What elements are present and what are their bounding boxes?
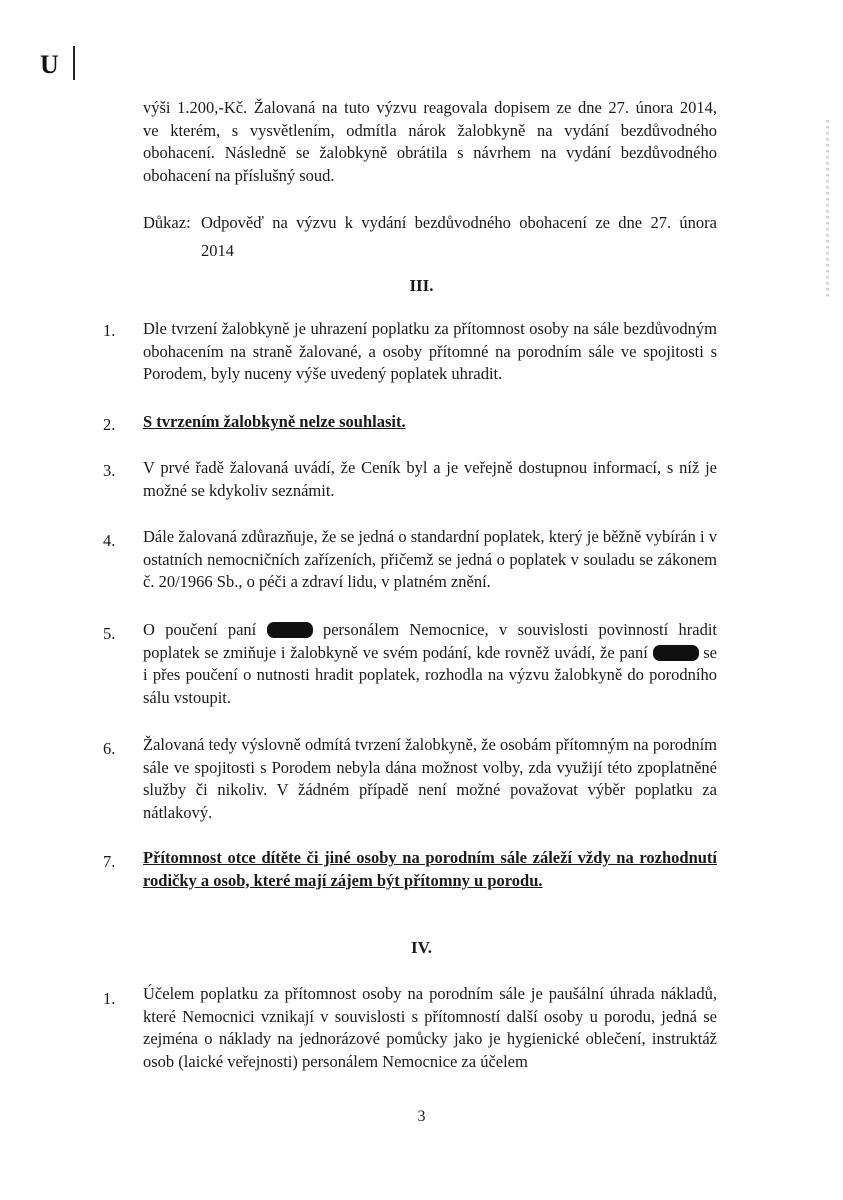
evidence-line: Odpověď na výzvu k vydání bezdůvodného obohacení ze dne 27. února [201,213,717,232]
evidence-label: Důkaz: [143,213,191,232]
emphasis-text: S tvrzením žalobkyně nelze souhlasit. [143,412,406,431]
item-text: Dále žalovaná zdůrazňuje, že se jedná o standardní poplatek, který je běžně vybírán i v ostatních nemocničních zařízeních, přičemž se jedná o poplatek v souladu se zákonem č. 20/1966 Sb., o péči a zdraví lidu, v platném znění. [143,527,717,591]
item-text: Žalovaná tedy výslovně odmítá tvrzení žalobkyně, že osobám přítomným na porodním sále ve spojitosti s Porodem nebyla dána možnost volby, zda využijí této zpoplatněné služby či nikoliv. V žádném případě není možné považovat výběr poplatku za nátlakový. [143,735,717,822]
item-number: 4. [103,531,116,550]
item-text [143,619,717,709]
redaction-mark [267,622,313,638]
intro-line: ve kterém, s vysvětlením, odmítla nárok žalobkyně na vydání bezdůvodného [143,120,717,140]
item-text: Účelem poplatku za přítomnost osoby na porodním sále je paušální úhrada nákladů, které Nemocnici vznikají v souvislosti s přítomností další osoby u porodu, jedná se zejména o náklady na jednorázové pomůcky jako je hygienické oblečení, instruktáž osob (laické veřejnosti) personálem Nemocnice za účelem [143,984,717,1071]
section-title: III. [409,276,434,295]
item-number: 6. [103,739,116,758]
item-number: 7. [103,852,116,871]
intro-line: výši 1.200,-Kč. Žalovaná na tuto výzvu reagovala dopisem ze dne 27. února 2014, [143,98,717,117]
intro-paragraph [143,97,717,187]
item-number: 1. [103,989,116,1008]
redaction-mark [653,645,699,661]
item-text-part: se i přes poučení o nutnosti hradit poplatek, rozhodla na výzvu žalobkyně do porodního sálu vstoupit. [143,642,718,707]
item-text-part: personálem Nemocnice, v souvislosti povinností hradit poplatek se zmiňuje i žalobkyně ve svém podání, kde rovněž uvádí, že paní [143,620,718,662]
emphasis-text: Přítomnost otce dítěte či jiné osoby na porodním sále záleží vždy na rozhodnutí rodičky a osob, které mají zájem být přítomny u porodu. [143,848,717,890]
item-text-part: O poučení paní [143,620,257,639]
page-number: 3 [417,1108,426,1125]
corner-mark: U [40,50,60,79]
item-number: 3. [103,461,116,480]
section-title: IV. [411,938,432,957]
evidence-line: 2014 [201,241,234,260]
item-text: Dle tvrzení žalobkyně je uhrazení poplatku za přítomnost osoby na sále bezdůvodným obohacením na straně žalované, a osoby přítomné na porodním sále ve spojitosti s Porodem, byly nuceny výše uvedený poplatek uhradit. [143,319,717,383]
intro-line: obohacení. Následně se žalobkyně obrátila s návrhem na vydání bezdůvodného [143,143,717,162]
item-number: 5. [103,624,116,643]
item-number: 2. [103,415,116,434]
intro-line: obohacení na příslušný soud. [143,165,335,185]
scan-margin-marks [826,120,829,300]
item-text [143,847,717,892]
item-number: 1. [103,321,116,340]
corner-bar [73,46,75,80]
item-text [143,411,717,434]
item-text: V prvé řadě žalovaná uvádí, že Ceník byl a je veřejně dostupnou informací, s níž je možné se kdykoliv seznámit. [143,458,717,500]
